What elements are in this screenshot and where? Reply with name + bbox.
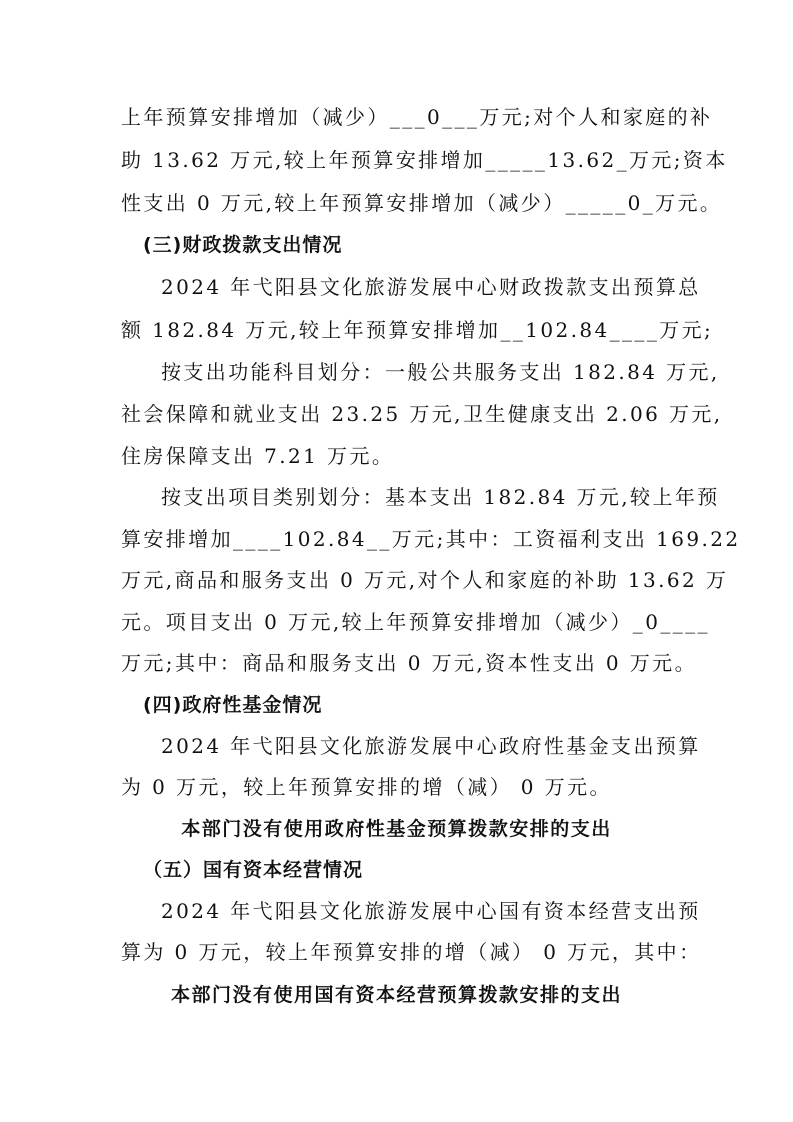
paragraph-line: 性支出 0 万元,较上年预算安排增加（减少）_____0_万元。 xyxy=(121,191,723,215)
paragraph-line: 算为 0 万元，较上年预算安排的增（减） 0 万元，其中： xyxy=(121,940,702,964)
paragraph-line: 按支出功能科目划分：一般公共服务支出 182.84 万元, xyxy=(161,360,720,384)
paragraph-line: 为 0 万元，较上年预算安排的增（减） 0 万元。 xyxy=(121,775,612,799)
section-heading: (四)政府性基金情况 xyxy=(143,694,323,716)
paragraph-line: 万元;其中：商品和服务支出 0 万元,资本性支出 0 万元。 xyxy=(121,651,697,675)
paragraph-line: 住房保障支出 7.21 万元。 xyxy=(121,444,395,468)
paragraph-line: 助 13.62 万元,较上年预算安排增加_____13.62_万元;资本 xyxy=(121,148,728,172)
notice-heading: 本部门没有使用政府性基金预算拨款安排的支出 xyxy=(181,818,612,840)
paragraph-line: 元。项目支出 0 万元,较上年预算安排增加（减少）_0____ xyxy=(121,610,710,634)
paragraph-line: 算安排增加____102.84__万元;其中：工资福利支出 169.22 xyxy=(121,527,741,551)
paragraph-line: 额 182.84 万元,较上年预算安排增加__102.84____万元; xyxy=(121,318,714,342)
paragraph-line: 2024 年弋阳县文化旅游发展中心财政拨款支出预算总 xyxy=(161,275,701,299)
paragraph-line: 2024 年弋阳县文化旅游发展中心国有资本经营支出预 xyxy=(161,899,701,923)
section-heading: (三)财政拨款支出情况 xyxy=(143,234,343,256)
paragraph-line: 按支出项目类别划分：基本支出 182.84 万元,较上年预 xyxy=(161,485,720,509)
section-heading: （五）国有资本经营情况 xyxy=(143,859,364,881)
notice-heading: 本部门没有使用国有资本经营预算拨款安排的支出 xyxy=(170,984,622,1006)
paragraph-line: 社会保障和就业支出 23.25 万元,卫生健康支出 2.06 万元, xyxy=(121,402,723,426)
paragraph-line: 2024 年弋阳县文化旅游发展中心政府性基金支出预算 xyxy=(161,734,701,758)
paragraph-line: 上年预算安排增加（减少）___0___万元;对个人和家庭的补 xyxy=(121,105,713,129)
paragraph-line: 万元,商品和服务支出 0 万元,对个人和家庭的补助 13.62 万 xyxy=(121,568,729,592)
